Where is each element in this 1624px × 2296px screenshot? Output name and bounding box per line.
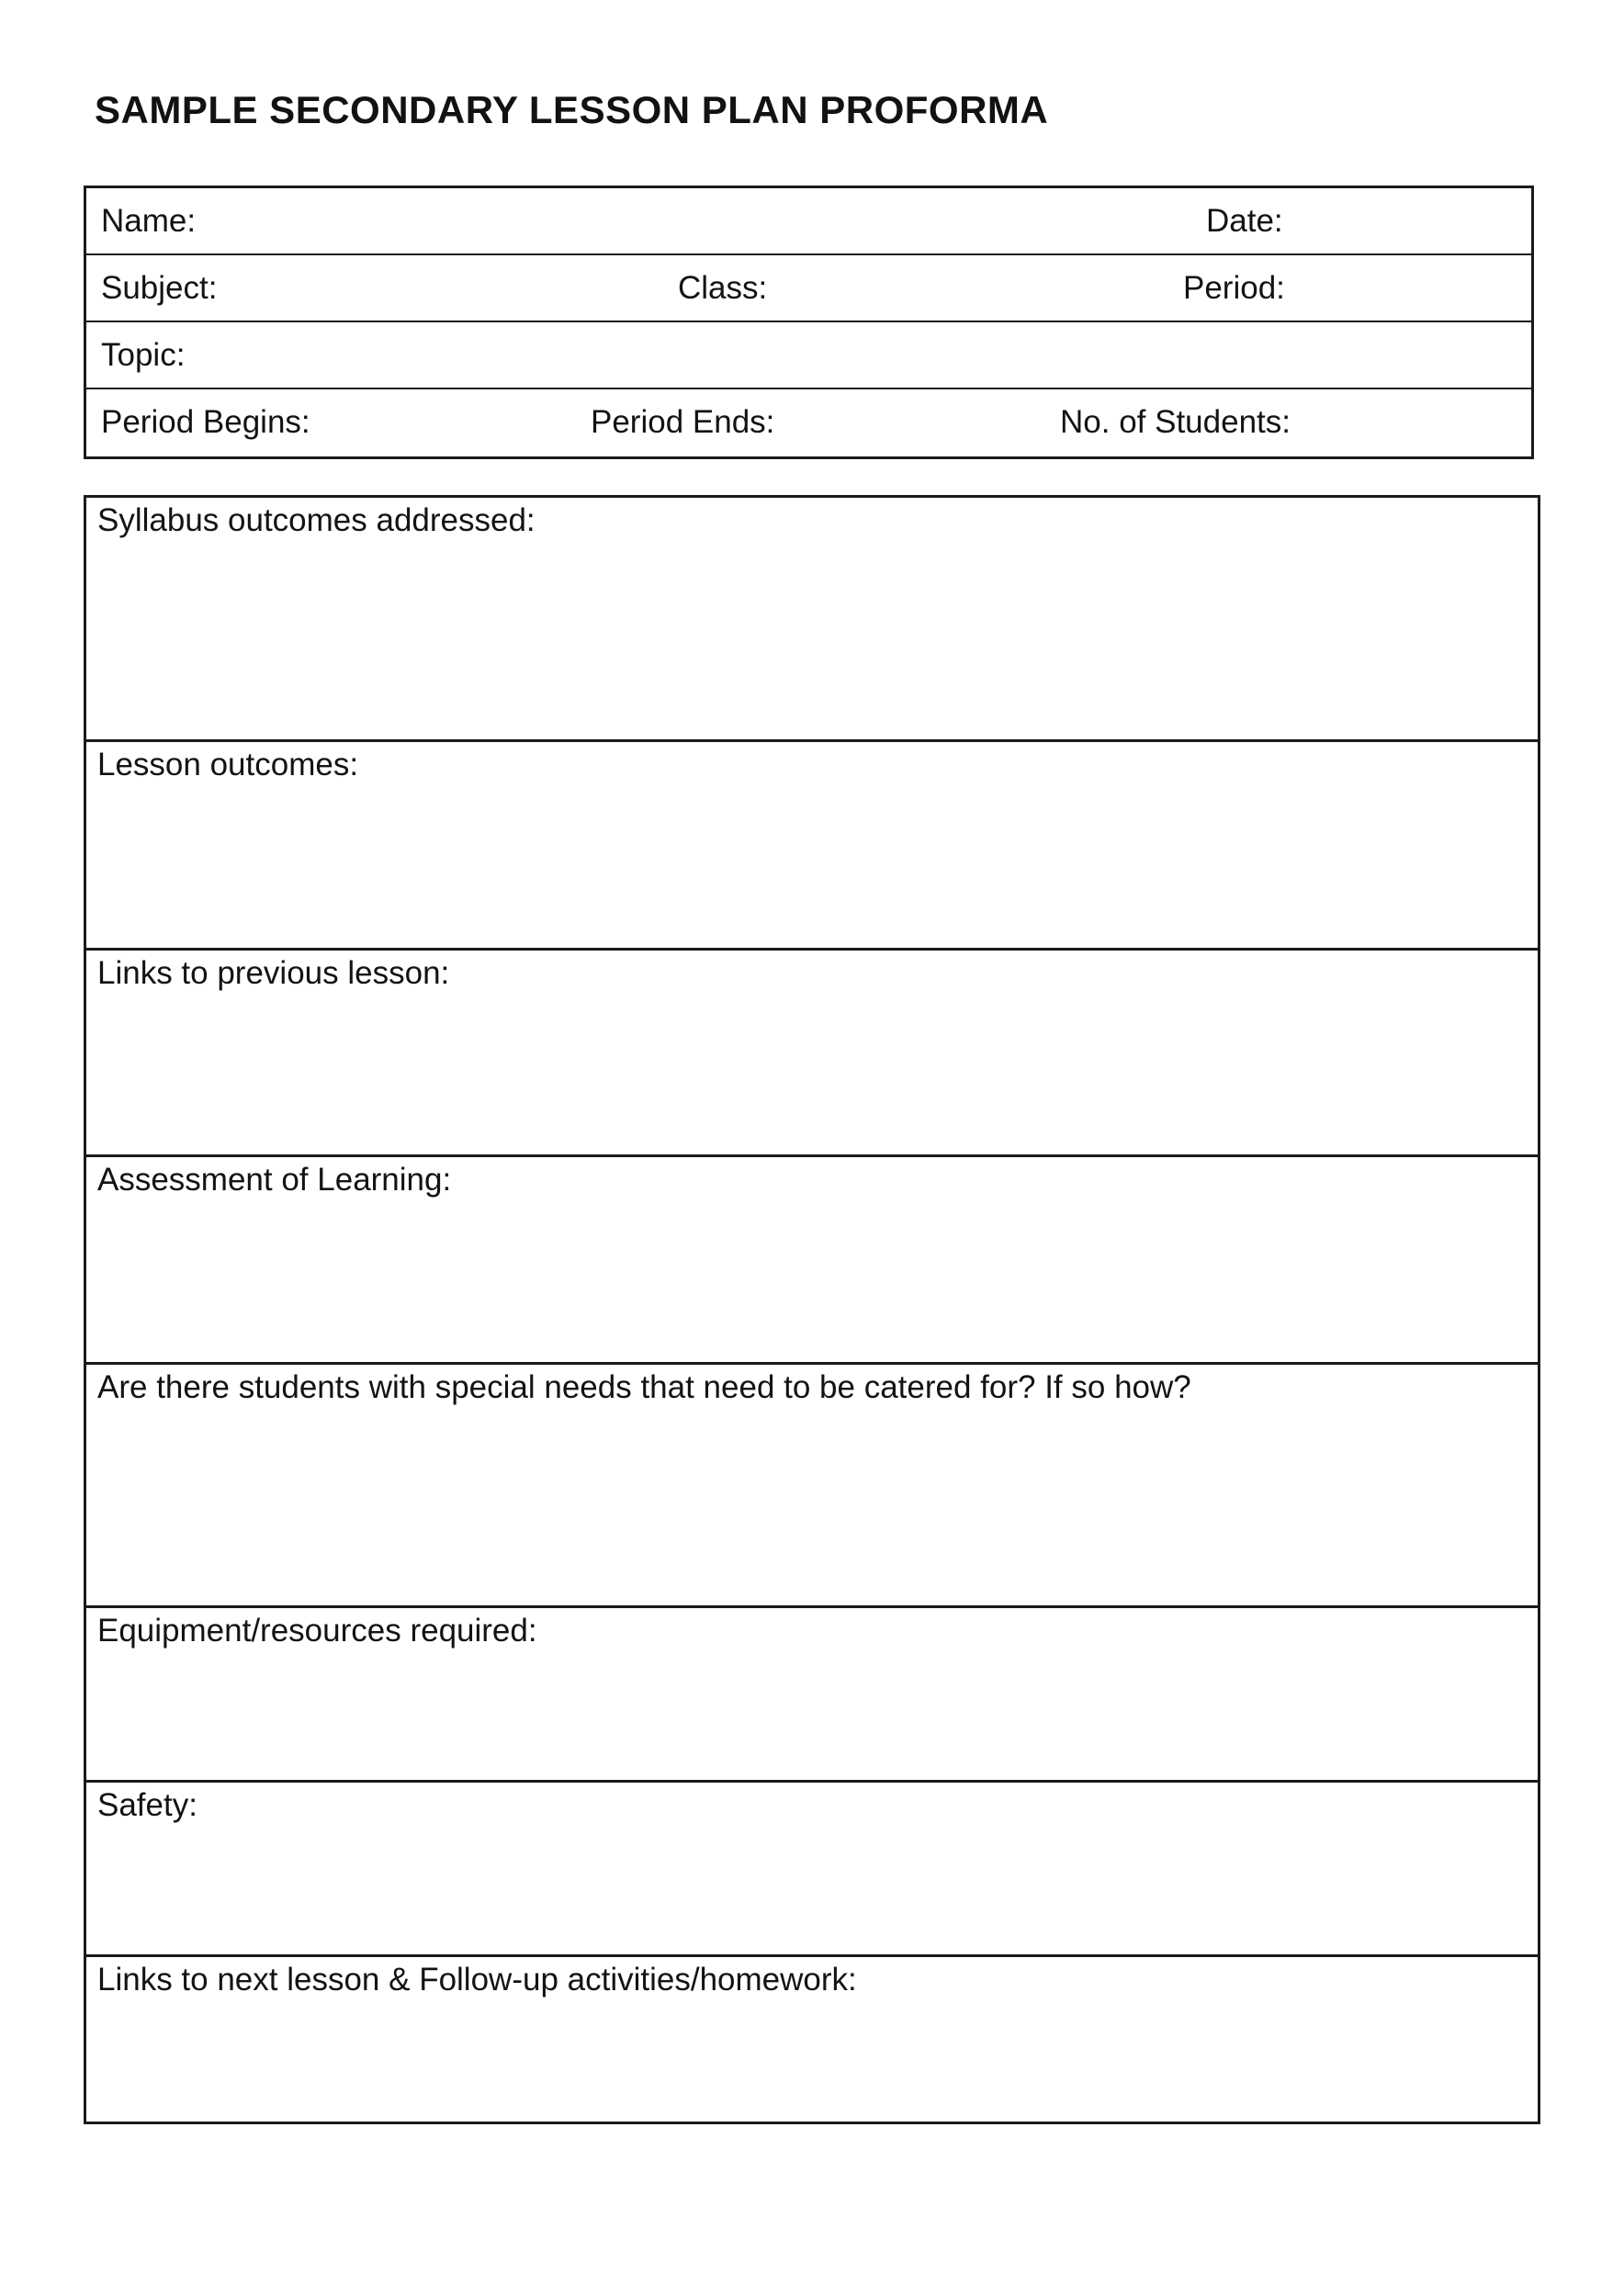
class-field-label: Class: [678,269,768,306]
section-links-previous-lesson [86,951,1538,1157]
lesson-outcomes-label: Lesson outcomes: [97,747,359,782]
date-field-label: Date: [1206,202,1283,239]
period-field-label: Period: [1183,269,1285,306]
info-table [84,186,1534,459]
section-syllabus-outcomes [86,498,1538,742]
section-safety [86,1783,1538,1957]
info-row-subject-class-period [86,255,1531,322]
section-equipment-resources [86,1608,1538,1783]
page-title: SAMPLE SECONDARY LESSON PLAN PROFORMA [95,88,1049,131]
lesson-plan-sections-table [84,495,1540,2124]
info-row-period-times [86,389,1531,456]
subject-field-label: Subject: [101,269,218,306]
links-previous-lesson-label: Links to previous lesson: [97,955,450,991]
section-lesson-outcomes [86,742,1538,951]
section-links-next-lesson [86,1957,1538,2122]
section-assessment-of-learning [86,1157,1538,1365]
period-ends-field-label: Period Ends: [591,404,775,440]
topic-field-label: Topic: [101,336,186,373]
syllabus-outcomes-label: Syllabus outcomes addressed: [97,502,536,538]
period-begins-field-label: Period Begins: [101,404,310,440]
info-row-name-date [86,188,1531,255]
section-special-needs [86,1365,1538,1608]
safety-label: Safety: [97,1787,197,1823]
equipment-resources-label: Equipment/resources required: [97,1613,537,1649]
no-of-students-field-label: No. of Students: [1060,404,1291,440]
assessment-of-learning-label: Assessment of Learning: [97,1162,452,1198]
info-row-topic [86,322,1531,389]
special-needs-label: Are there students with special needs that need to be catered for? If so how? [97,1369,1191,1405]
name-field-label: Name: [101,202,197,239]
links-next-lesson-label: Links to next lesson & Follow-up activities/homework: [97,1962,857,1998]
